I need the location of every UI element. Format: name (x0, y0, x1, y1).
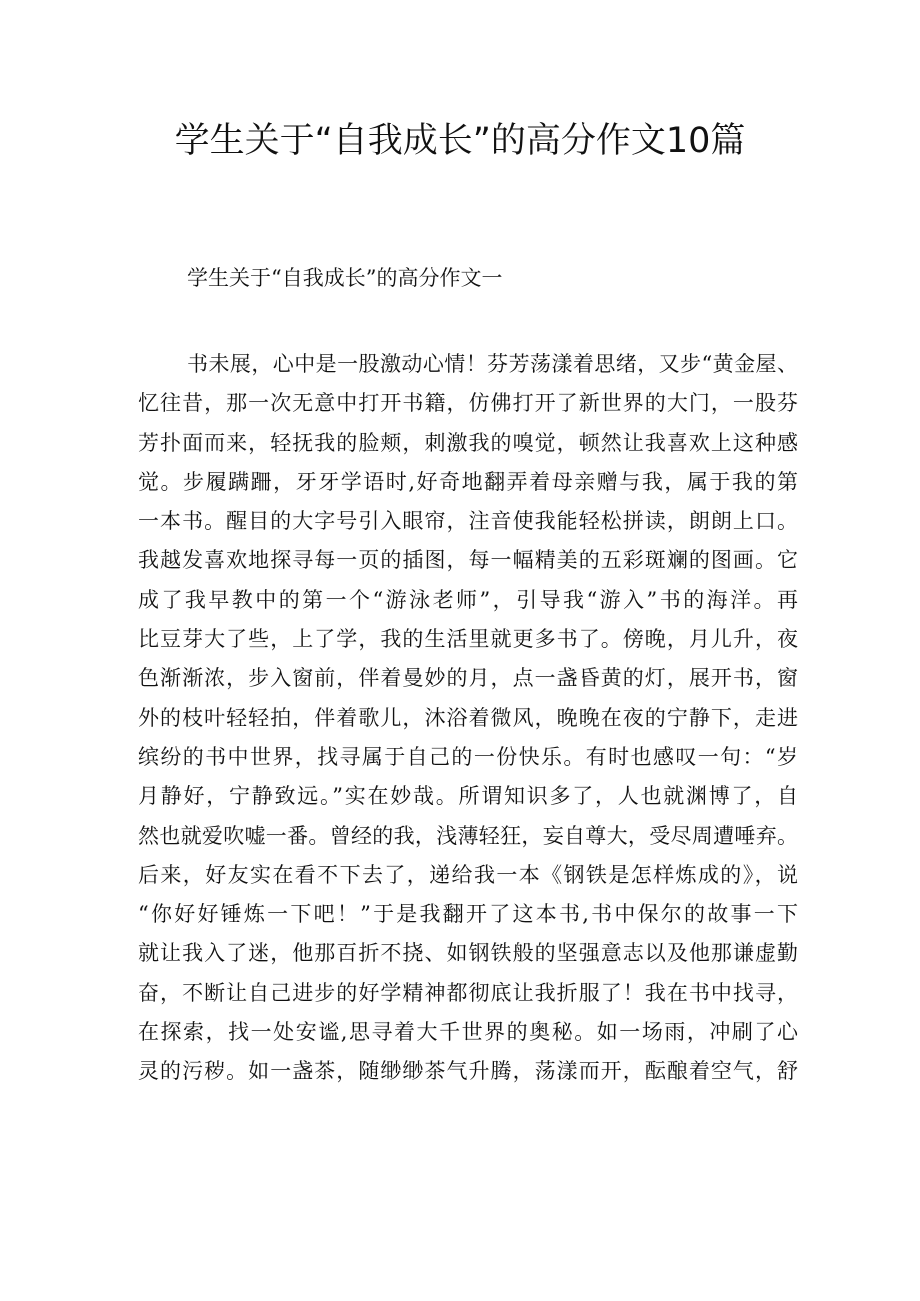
paragraph-line: 忆往昔，那一次无意中打开书籍，仿佛打开了新世界的大门，一股芬 (138, 391, 798, 416)
paragraph-line: 成了我早教中的第一个“游泳老师”，引导我“游入”书的海洋。再 (138, 587, 798, 612)
paragraph-line: 月静好，宁静致远。”实在妙哉。所谓知识多了，人也就渊博了，自 (138, 784, 798, 809)
paragraph-line: 觉。步履蹒跚，牙牙学语时,好奇地翻弄着母亲赠与我，属于我的第 (138, 469, 798, 494)
paragraph-line: 缤纷的书中世界，找寻属于自己的一份快乐。有时也感叹一句：“岁 (138, 744, 798, 769)
paragraph-line: “你好好锤炼一下吧！”于是我翻开了这本书,书中保尔的故事一下 (138, 902, 798, 927)
paragraph-line: 后来，好友实在看不下去了，递给我一本《钢铁是怎样炼成的》，说 (138, 862, 798, 887)
document-title: 学生关于“自我成长”的高分作文10篇 (174, 121, 746, 161)
paragraph-line: 然也就爱吹嘘一番。曾经的我，浅薄轻狂，妄自尊大，受尽周遭唾弃。 (138, 823, 798, 848)
paragraph-line: 就让我入了迷，他那百折不挠、如钢铁般的坚强意志以及他那谦虚勤 (138, 941, 798, 966)
paragraph-line: 芳扑面而来，轻抚我的脸颊，刺激我的嗅觉，顿然让我喜欢上这种感 (138, 430, 798, 455)
paragraph-line: 一本书。醒目的大字号引入眼帘，注音使我能轻松拼读，朗朗上口。 (138, 509, 798, 534)
paragraph-line: 色渐渐浓，步入窗前，伴着曼妙的月，点一盏昏黄的灯，展开书，窗 (138, 666, 798, 691)
paragraph-line: 在探索，找一处安谧,思寻着大千世界的奥秘。如一场雨，冲刷了心 (138, 1020, 798, 1045)
paragraph-line: 书未展，心中是一股激动心情！芬芳荡漾着思绪，又步“黄金屋、 (187, 352, 798, 376)
paragraph-line: 比豆芽大了些，上了学，我的生活里就更多书了。傍晚，月儿升，夜 (138, 627, 798, 652)
paragraph-line: 灵的污秽。如一盏茶，随缈缈茶气升腾，荡漾而开，酝酿着空气，舒 (138, 1059, 798, 1084)
section-heading: 学生关于“自我成长”的高分作文一 (187, 266, 503, 290)
paragraph-line: 我越发喜欢地探寻每一页的插图，每一幅精美的五彩斑斓的图画。它 (138, 548, 798, 573)
paragraph-line: 外的枝叶轻轻拍，伴着歌儿，沐浴着微风，晚晚在夜的宁静下，走进 (138, 705, 798, 730)
essay-paragraph (138, 345, 798, 1092)
paragraph-line: 奋，不断让自己进步的好学精神都彻底让我折服了！我在书中找寻， (138, 980, 798, 1005)
